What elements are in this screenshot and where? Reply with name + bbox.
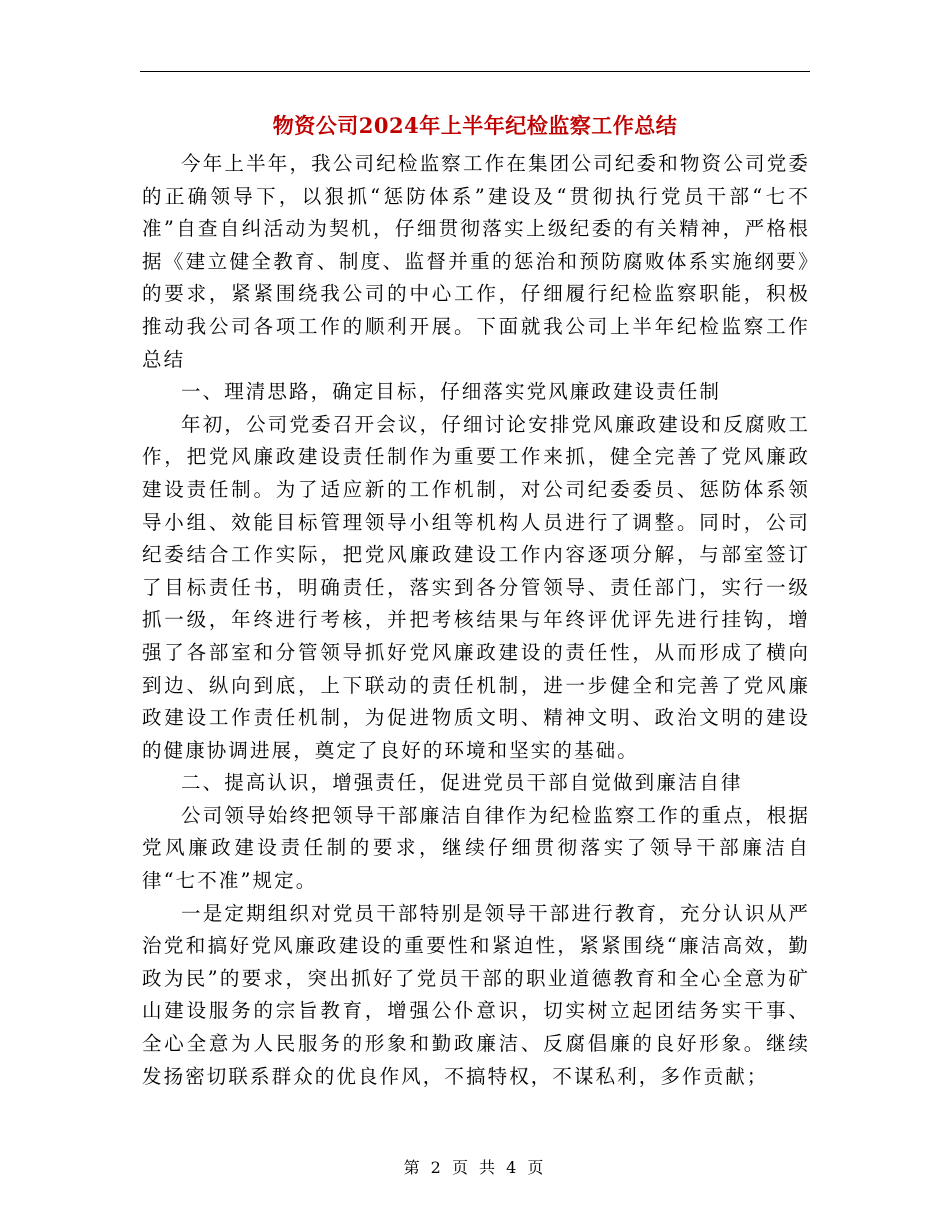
paragraph-point-1: 一是定期组织对党员干部特别是领导干部进行教育，充分认识从严治党和搞好党风廉政建设的重要性和紧迫性，紧紧围绕“廉洁高效，勤政为民”的要求，突出抓好了党员干部的职业道德教育和全心全意为矿山建设服务的宗旨教育，增强公仆意识，切实树立起团结务实干事、全心全意为人民服务的形象和勤政廉洁、反腐倡廉的良好形象。继续发扬密切联系群众的优良作风，不搞特权，不谋私利，多作贡献； <box>142 901 810 1088</box>
page-number: 第 2 页 共 4 页 <box>403 1158 547 1177</box>
section-heading-1: 一、理清思路，确定目标，仔细落实党风廉政建设责任制 <box>181 380 722 404</box>
paragraph-intro: 今年上半年，我公司纪检监察工作在集团公司纪委和物资公司党委的正确领导下，以狠抓“惩防体系”建设及“贯彻执行党员干部“七不准”自查自纠活动为契机，仔细贯彻落实上级纪委的有关精神，严格根据《建立健全教育、制度、监督并重的惩治和预防腐败体系实施纲要》的要求，紧紧围绕我公司的中心工作，仔细履行纪检监察职能，积极推动我公司各项工作的顺利开展。下面就我公司上半年纪检监察工作总结 <box>142 152 810 371</box>
header-rule <box>140 71 810 72</box>
paragraph-section-1: 年初，公司党委召开会议，仔细讨论安排党风廉政建设和反腐败工作，把党风廉政建设责任制作为重要工作来抓，健全完善了党风廉政建设责任制。为了适应新的工作机制，对公司纪委委员、惩防体系领导小组、效能目标管理领导小组等机构人员进行了调整。同时，公司纪委结合工作实际，把党风廉政建设工作内容逐项分解，与部室签订了目标责任书，明确责任，落实到各分管领导、责任部门，实行一级抓一级，年终进行考核，并把考核结果与年终评优评先进行挂钩，增强了各部室和分管领导抓好党风廉政建设的责任性，从而形成了横向到边、纵向到底，上下联动的责任机制，进一步健全和完善了党风廉政建设工作责任机制，为促进物质文明、精神文明、政治文明的建设的健康协调进展，奠定了良好的环境和坚实的基础。 <box>142 412 810 762</box>
section-heading-2: 二、提高认识，增强责任，促进党员干部自觉做到廉洁自律 <box>181 771 743 795</box>
document-body <box>142 148 810 1093</box>
paragraph-section-2: 公司领导始终把领导干部廉洁自律作为纪检监察工作的重点，根据党风廉政建设责任制的要求，继续仔细贯彻落实了领导干部廉洁自律“七不准”规定。 <box>142 803 810 893</box>
document-title: 物资公司2024年上半年纪检监察工作总结 <box>272 113 678 138</box>
